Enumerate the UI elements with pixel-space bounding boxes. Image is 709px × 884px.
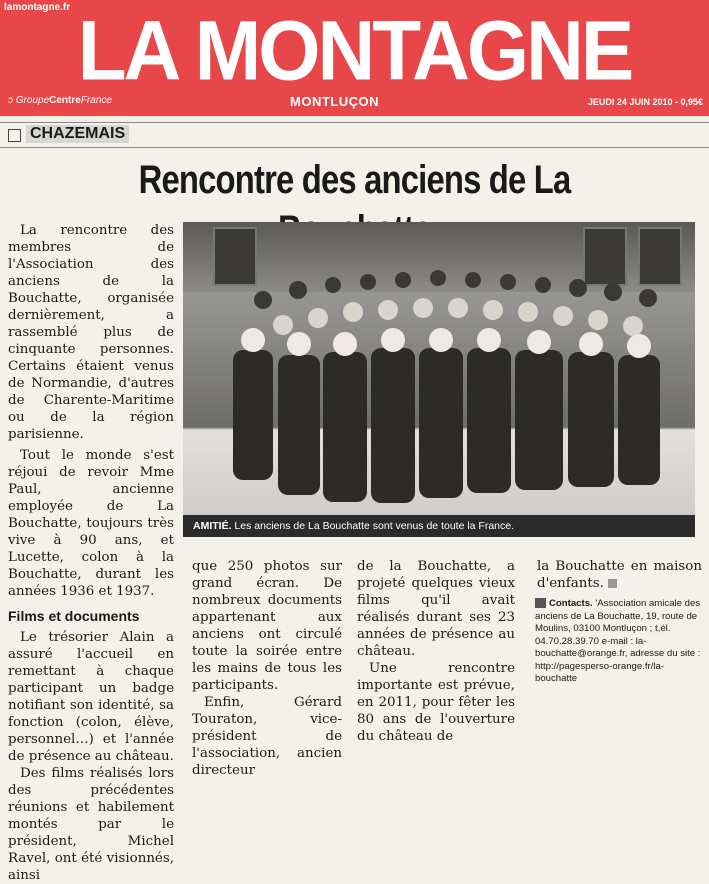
- paragraph: de la Bouchatte, a projeté quelques vieux films qu'il avait réalisés durant ses 23 années de présence au château.: [357, 559, 515, 659]
- article-column-4: [537, 558, 702, 592]
- caption-text: Les anciens de La Bouchatte sont venus de toute la France.: [234, 520, 515, 532]
- paragraph: La rencontre des membres de l'Association des anciens de la Bouchatte, organisée dernièrement, a rassemblé plus de cinquante personnes. Certains étaient venus de Normandie, d'autres de Charente-Maritime ou de la région parisienne.: [8, 223, 174, 442]
- photo-caption: [183, 515, 695, 537]
- article-column-2: [192, 558, 342, 779]
- subheading: Films et documents: [8, 608, 140, 624]
- groupe-logo-icon: ↄ: [8, 95, 13, 106]
- groupe-france: France: [80, 95, 112, 106]
- crowd-illustration: [203, 240, 683, 510]
- paragraph: Des films réalisés lors des précédentes réunions et habilement montés par le président, Michel Ravel, ont été visionnés, ainsi: [8, 766, 174, 883]
- newspaper-name: LA MONTAGNE: [77, 3, 632, 98]
- end-of-article-icon: [608, 579, 617, 588]
- contacts-label: Contacts.: [549, 598, 593, 609]
- article-column-3: [357, 558, 515, 745]
- rubric-bar: [0, 122, 709, 148]
- contacts-text: 'Association amicale des anciens de La Bouchatte, 19, route de Moulins, 03100 Montluçon ; t,él. 04.70.28.39.70 e-mail : la-bouchatte@orange.fr, adresse du site : http://pagesperso-orange.fr/la-bouchatte: [535, 598, 701, 684]
- groupe-prefix: Groupe: [15, 95, 50, 106]
- edition-city: MONTLUÇON: [290, 94, 379, 109]
- groupe-centre-france: [8, 95, 112, 106]
- group-photo: [183, 222, 695, 515]
- paragraph: la Bouchatte en maison d'enfants.: [537, 559, 702, 591]
- masthead: [0, 0, 709, 116]
- paragraph: Une rencontre importante est prévue, en 2011, pour fêter les 80 ans de l'ouverture du château de: [357, 661, 515, 744]
- rubric-label: CHAZEMAIS: [26, 125, 129, 143]
- paragraph: Tout le monde s'est réjoui de revoir Mme Paul, ancienne employée de La Bouchatte, toujours très vive à 90 ans, et Lucette, colon à la Bouchatte, durant les années 1936 et 1937.: [8, 448, 174, 599]
- site-url[interactable]: lamontagne.fr: [4, 2, 71, 13]
- paragraph: Enfin, Gérard Touraton, vice-président de l'association, ancien directeur: [192, 695, 342, 778]
- rubric-square-icon: [8, 129, 21, 142]
- contacts-icon: [535, 598, 546, 608]
- issue-date-price: JEUDI 24 JUIN 2010 - 0,95€: [587, 97, 703, 107]
- article-headline: Rencontre des anciens de La: [138, 158, 571, 202]
- contacts-box: [535, 598, 705, 686]
- groupe-centre: Centre: [49, 95, 81, 106]
- caption-lead: AMITIÉ.: [193, 520, 232, 532]
- paragraph: Le trésorier Alain a assuré l'accueil en remettant à chaque participant un badge notifiant son identité, sa fonction (colon, élève, personnel…) et l'année de présence au château.: [8, 630, 174, 764]
- paragraph: que 250 photos sur grand écran. De nombreux documents appartenant aux anciens ont circulé toute la soirée entre les mains de tous les participants.: [192, 559, 342, 693]
- article-column-1: [8, 222, 174, 884]
